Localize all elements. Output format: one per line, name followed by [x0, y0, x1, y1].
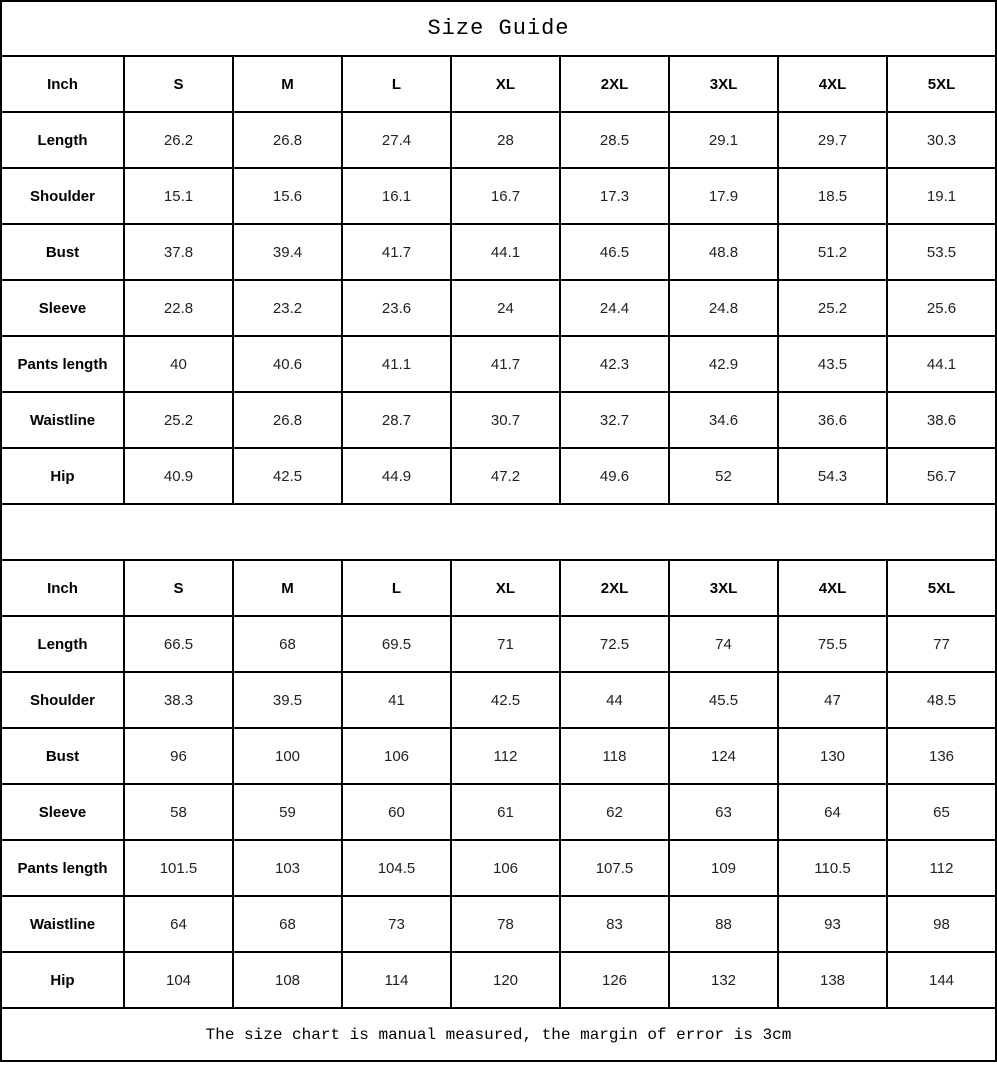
measurement-value-cell: 24 — [451, 280, 560, 336]
measurement-value-cell: 59 — [233, 784, 342, 840]
measurement-value-cell: 26.8 — [233, 392, 342, 448]
measurement-value-cell: 66.5 — [124, 616, 233, 672]
size-header-cell: 4XL — [778, 560, 887, 616]
measurement-row — [1, 952, 996, 1008]
measurement-value-cell: 39.5 — [233, 672, 342, 728]
measurement-row — [1, 168, 996, 224]
measurement-value-cell: 42.5 — [451, 672, 560, 728]
measurement-value-cell: 120 — [451, 952, 560, 1008]
measurement-value-cell: 37.8 — [124, 224, 233, 280]
measurement-value-cell: 17.9 — [669, 168, 778, 224]
measurement-value-cell: 96 — [124, 728, 233, 784]
row-label-cell: Bust — [1, 728, 124, 784]
measurement-value-cell: 23.6 — [342, 280, 451, 336]
size-header-cell: 2XL — [560, 560, 669, 616]
measurement-value-cell: 44.9 — [342, 448, 451, 504]
row-label-cell: Pants length — [1, 336, 124, 392]
measurement-value-cell: 107.5 — [560, 840, 669, 896]
measurement-value-cell: 25.2 — [778, 280, 887, 336]
measurement-value-cell: 34.6 — [669, 392, 778, 448]
measurement-value-cell: 46.5 — [560, 224, 669, 280]
size-header-cell: S — [124, 56, 233, 112]
measurement-value-cell: 77 — [887, 616, 996, 672]
measurement-value-cell: 124 — [669, 728, 778, 784]
measurement-row — [1, 616, 996, 672]
measurement-value-cell: 24.8 — [669, 280, 778, 336]
measurement-value-cell: 106 — [342, 728, 451, 784]
measurement-value-cell: 41.1 — [342, 336, 451, 392]
measurement-value-cell: 32.7 — [560, 392, 669, 448]
measurement-value-cell: 23.2 — [233, 280, 342, 336]
measurement-value-cell: 16.7 — [451, 168, 560, 224]
measurement-row — [1, 672, 996, 728]
measurement-value-cell: 109 — [669, 840, 778, 896]
size-table-bottom — [0, 559, 997, 1009]
measurement-value-cell: 112 — [451, 728, 560, 784]
measurement-value-cell: 42.5 — [233, 448, 342, 504]
measurement-value-cell: 40 — [124, 336, 233, 392]
measurement-value-cell: 40.6 — [233, 336, 342, 392]
measurement-value-cell: 47.2 — [451, 448, 560, 504]
measurement-value-cell: 25.2 — [124, 392, 233, 448]
measurement-value-cell: 17.3 — [560, 168, 669, 224]
unit-header-cell: Inch — [1, 560, 124, 616]
measurement-value-cell: 71 — [451, 616, 560, 672]
measurement-value-cell: 138 — [778, 952, 887, 1008]
row-label-cell: Bust — [1, 224, 124, 280]
measurement-row — [1, 224, 996, 280]
measurement-row — [1, 784, 996, 840]
size-header-cell: 5XL — [887, 56, 996, 112]
measurement-value-cell: 26.8 — [233, 112, 342, 168]
measurement-value-cell: 103 — [233, 840, 342, 896]
measurement-value-cell: 130 — [778, 728, 887, 784]
measurement-row — [1, 112, 996, 168]
size-header-cell: M — [233, 560, 342, 616]
row-label-cell: Hip — [1, 448, 124, 504]
measurement-value-cell: 51.2 — [778, 224, 887, 280]
measurement-value-cell: 60 — [342, 784, 451, 840]
measurement-value-cell: 132 — [669, 952, 778, 1008]
measurement-row — [1, 280, 996, 336]
measurement-value-cell: 41 — [342, 672, 451, 728]
measurement-row — [1, 896, 996, 952]
measurement-value-cell: 108 — [233, 952, 342, 1008]
measurement-row — [1, 392, 996, 448]
row-label-cell: Shoulder — [1, 672, 124, 728]
measurement-value-cell: 52 — [669, 448, 778, 504]
measurement-value-cell: 144 — [887, 952, 996, 1008]
measurement-value-cell: 44 — [560, 672, 669, 728]
table-gap-spacer — [0, 505, 997, 561]
unit-header-cell: Inch — [1, 56, 124, 112]
measurement-value-cell: 25.6 — [887, 280, 996, 336]
measurement-value-cell: 36.6 — [778, 392, 887, 448]
size-header-row — [1, 56, 996, 112]
measurement-value-cell: 42.9 — [669, 336, 778, 392]
measurement-value-cell: 74 — [669, 616, 778, 672]
measurement-value-cell: 15.1 — [124, 168, 233, 224]
size-header-cell: XL — [451, 56, 560, 112]
measurement-value-cell: 110.5 — [778, 840, 887, 896]
row-label-cell: Hip — [1, 952, 124, 1008]
measurement-value-cell: 56.7 — [887, 448, 996, 504]
measurement-value-cell: 126 — [560, 952, 669, 1008]
measurement-value-cell: 47 — [778, 672, 887, 728]
measurement-value-cell: 43.5 — [778, 336, 887, 392]
footer-note: The size chart is manual measured, the margin of error is 3cm — [0, 1007, 997, 1062]
measurement-value-cell: 44.1 — [451, 224, 560, 280]
measurement-value-cell: 42.3 — [560, 336, 669, 392]
measurement-value-cell: 53.5 — [887, 224, 996, 280]
row-label-cell: Length — [1, 112, 124, 168]
size-table-top — [0, 55, 997, 505]
measurement-value-cell: 15.6 — [233, 168, 342, 224]
measurement-value-cell: 106 — [451, 840, 560, 896]
measurement-row — [1, 448, 996, 504]
measurement-value-cell: 18.5 — [778, 168, 887, 224]
measurement-value-cell: 44.1 — [887, 336, 996, 392]
measurement-value-cell: 98 — [887, 896, 996, 952]
measurement-row — [1, 728, 996, 784]
measurement-value-cell: 112 — [887, 840, 996, 896]
measurement-value-cell: 93 — [778, 896, 887, 952]
measurement-value-cell: 38.3 — [124, 672, 233, 728]
row-label-cell: Length — [1, 616, 124, 672]
measurement-value-cell: 41.7 — [342, 224, 451, 280]
measurement-value-cell: 62 — [560, 784, 669, 840]
measurement-value-cell: 41.7 — [451, 336, 560, 392]
row-label-cell: Pants length — [1, 840, 124, 896]
measurement-value-cell: 68 — [233, 896, 342, 952]
measurement-row — [1, 840, 996, 896]
size-header-cell: L — [342, 560, 451, 616]
size-header-cell: 3XL — [669, 560, 778, 616]
measurement-value-cell: 136 — [887, 728, 996, 784]
measurement-value-cell: 30.7 — [451, 392, 560, 448]
size-header-cell: S — [124, 560, 233, 616]
measurement-value-cell: 64 — [778, 784, 887, 840]
measurement-value-cell: 29.7 — [778, 112, 887, 168]
page-title: Size Guide — [0, 0, 997, 57]
measurement-value-cell: 22.8 — [124, 280, 233, 336]
measurement-value-cell: 54.3 — [778, 448, 887, 504]
measurement-value-cell: 30.3 — [887, 112, 996, 168]
measurement-row — [1, 336, 996, 392]
measurement-value-cell: 69.5 — [342, 616, 451, 672]
row-label-cell: Sleeve — [1, 784, 124, 840]
row-label-cell: Sleeve — [1, 280, 124, 336]
measurement-value-cell: 38.6 — [887, 392, 996, 448]
measurement-value-cell: 19.1 — [887, 168, 996, 224]
measurement-value-cell: 88 — [669, 896, 778, 952]
measurement-value-cell: 49.6 — [560, 448, 669, 504]
measurement-value-cell: 28.7 — [342, 392, 451, 448]
measurement-value-cell: 39.4 — [233, 224, 342, 280]
measurement-value-cell: 48.5 — [887, 672, 996, 728]
size-header-cell: 4XL — [778, 56, 887, 112]
measurement-value-cell: 29.1 — [669, 112, 778, 168]
measurement-value-cell: 26.2 — [124, 112, 233, 168]
measurement-value-cell: 65 — [887, 784, 996, 840]
size-header-cell: 5XL — [887, 560, 996, 616]
measurement-value-cell: 28 — [451, 112, 560, 168]
measurement-value-cell: 114 — [342, 952, 451, 1008]
measurement-value-cell: 78 — [451, 896, 560, 952]
measurement-value-cell: 40.9 — [124, 448, 233, 504]
measurement-value-cell: 83 — [560, 896, 669, 952]
size-header-cell: L — [342, 56, 451, 112]
measurement-value-cell: 118 — [560, 728, 669, 784]
measurement-value-cell: 101.5 — [124, 840, 233, 896]
measurement-value-cell: 75.5 — [778, 616, 887, 672]
measurement-value-cell: 104 — [124, 952, 233, 1008]
measurement-value-cell: 61 — [451, 784, 560, 840]
measurement-value-cell: 72.5 — [560, 616, 669, 672]
size-header-cell: M — [233, 56, 342, 112]
row-label-cell: Shoulder — [1, 168, 124, 224]
measurement-value-cell: 64 — [124, 896, 233, 952]
size-header-cell: 2XL — [560, 56, 669, 112]
size-header-cell: 3XL — [669, 56, 778, 112]
row-label-cell: Waistline — [1, 896, 124, 952]
measurement-value-cell: 100 — [233, 728, 342, 784]
measurement-value-cell: 73 — [342, 896, 451, 952]
measurement-value-cell: 28.5 — [560, 112, 669, 168]
row-label-cell: Waistline — [1, 392, 124, 448]
measurement-value-cell: 63 — [669, 784, 778, 840]
size-header-row — [1, 560, 996, 616]
measurement-value-cell: 45.5 — [669, 672, 778, 728]
measurement-value-cell: 104.5 — [342, 840, 451, 896]
measurement-value-cell: 48.8 — [669, 224, 778, 280]
size-header-cell: XL — [451, 560, 560, 616]
measurement-value-cell: 16.1 — [342, 168, 451, 224]
measurement-value-cell: 68 — [233, 616, 342, 672]
measurement-value-cell: 58 — [124, 784, 233, 840]
measurement-value-cell: 27.4 — [342, 112, 451, 168]
measurement-value-cell: 24.4 — [560, 280, 669, 336]
